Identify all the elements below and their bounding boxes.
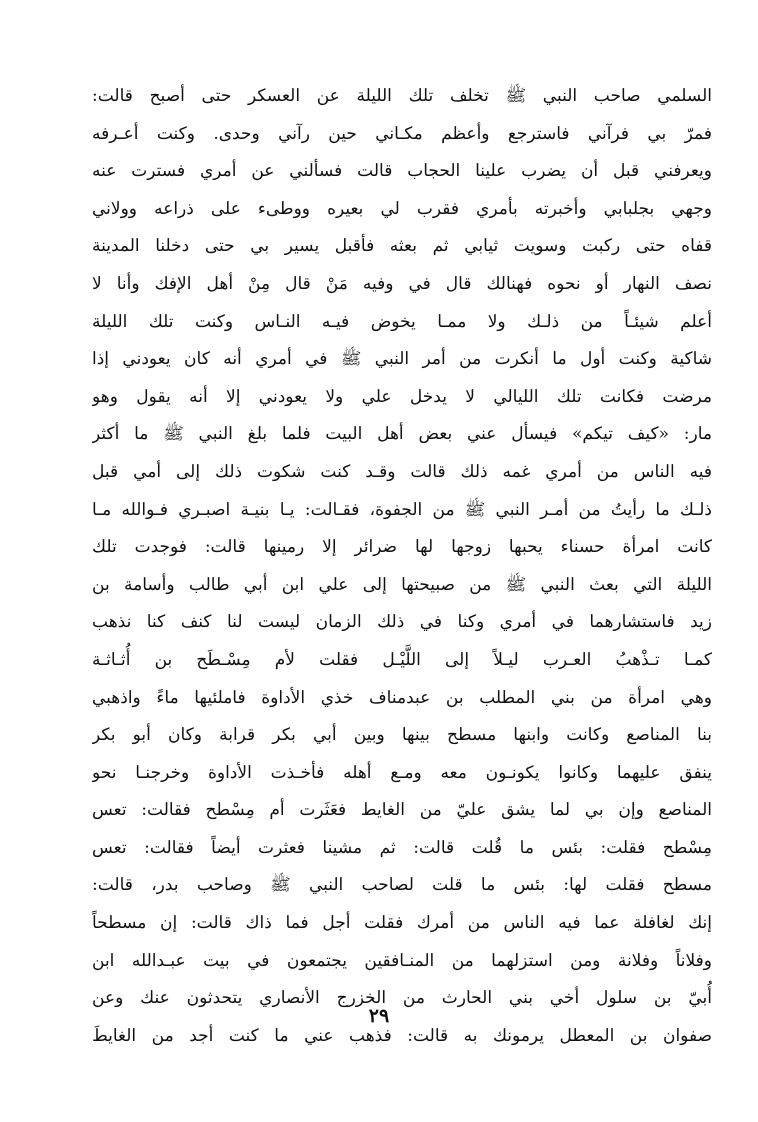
body-text — [92, 78, 712, 1055]
text-line: مرضت فكانت تلك الليالي لا يدخل علي ولا يعودني إلا أنه يقول وهو — [92, 386, 712, 407]
text-line: فمرّ بي فرآني فاسترجع وأعظم مكـاني حين رآني وحدى. وكنت أعـرفه — [92, 123, 712, 144]
text-line: ذلـك ما رأيتُ من أمـر النبي ﷺ من الجفوة، فقـالت: يـا بنيـة اصبـري فـوالله مـا — [92, 499, 712, 520]
text-line: إنك لغافلة عما فيه الناس من أمرك فقلت أجل فما ذاك قالت: إن مسطحاً — [92, 913, 712, 934]
text-line: مسطح فقلت لها: بئس ما قلت لصاحب النبي ﷺ وصاحب بدر، قالت: — [92, 875, 712, 896]
text-line: وجهي بجلبابي وأخبرته بأمري فقرب لي بعيره ووطىء على ذراعه وولاني — [92, 198, 712, 219]
text-line: ويعرفني قبل أن يضرب علينا الحجاب قالت فسألني عن أمري فسترت عنه — [92, 161, 712, 182]
text-line: زيد فاستشارهما في أمري وكنا في ذلك الزمان ليست لنا كنف كنا نذهب — [92, 612, 712, 633]
text-line: نصف النهار أو نحوه فهنالك قال في وفيه مَنْ قال مِنْ أهل الإفك وأنا لا — [92, 273, 712, 294]
text-line: وهي امرأة من بني المطلب بن عبدمناف خذي الأداوة فاملئيها ماءً واذهبي — [92, 687, 712, 708]
text-line: كانت امرأة حسناء يحبها زوجها لها ضرائر إلا رمينها قالت: فوجدت تلك — [92, 537, 712, 558]
text-line: شاكية وكنت أول ما أنكرت من أمر النبي ﷺ في أمري أنه كان يعودني إذا — [92, 349, 712, 370]
text-line: السلمي صاحب النبي ﷺ تخلف تلك الليلة عن العسكر حتى أصبح قالت: — [92, 86, 712, 106]
text-line: ينفق عليهما وكانوا يكونـون معه ومـع أهله فأخـذت الأداوة وخرجنـا نحو — [92, 762, 712, 783]
text-line: كمـا تـذْهبُ العـرب ليـلاً إلى اللَّيْـل فقلت لأم مِسْـطَح بن أُثـاثـة — [92, 649, 712, 670]
text-line: الليلة التي بعث النبي ﷺ من صبيحتها إلى علي ابن أبي طالب وأسامة بن — [92, 574, 712, 595]
text-line: بنا المناصع وكانت وابنها مسطح بينها وبين أبي بكر قرابة وكان أبو بكر — [92, 725, 712, 746]
text-line: وفلاناً وفلانة ومن استزلهما من المنـافقين يجتمعون في بيت عبـدالله ابن — [92, 950, 712, 971]
text-line: أُبيّ بن سلول أخي بني الحارث من الخزرج الأنصاري يتحدثون عنك وعن — [92, 988, 712, 1009]
text-line: قفاه حتى ركبت وسويت ثيابي ثم بعثه فأقبل يسير بي حتى دخلنا المدينة — [92, 236, 712, 257]
text-line: مِسْطح فقلت: بئس ما قُلت قالت: ثم مشينا فعثرت أيضاً فقالت: تعس — [92, 837, 712, 858]
text-line: أعلم شيئـاً من ذلـك ولا ممـا يخوض فيـه النـاس وكنت تلك الليلة — [92, 311, 712, 332]
page-number: ٢٩ — [368, 1005, 390, 1027]
text-line: المناصع وإن بي لما يشق عليّ من الغايط فعَثَرت أم مِسْطح فقالت: تعس — [92, 800, 712, 821]
text-line: مار: «كيف تيكم» فيسأل عني بعض أهل البيت فلما بلغ النبي ﷺ ما أكثر — [92, 424, 712, 445]
text-line: فيه الناس من أمري غمه ذلك قالت وقـد كنت شكوت ذلك إلى أمي قبل — [92, 461, 712, 482]
text-line: صفوان بن المعطل يرمونك به قالت: فذهب عني ما كنت أجد من الغايطَ — [92, 1025, 712, 1046]
